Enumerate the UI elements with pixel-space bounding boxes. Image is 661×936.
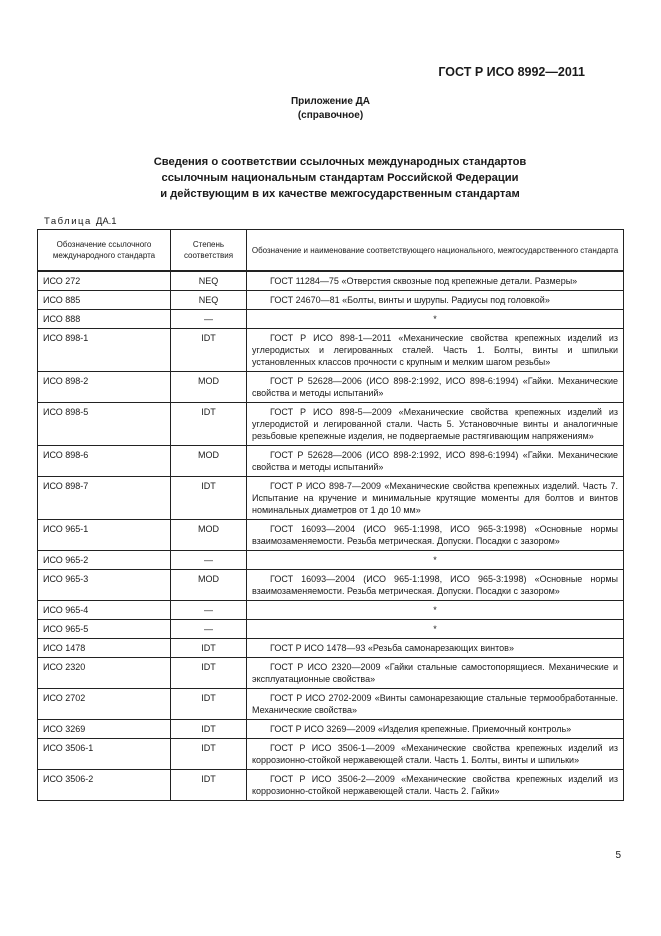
intl-standard-cell: ИСО 2702 bbox=[38, 689, 171, 720]
table-row bbox=[38, 570, 624, 601]
degree-cell: NEQ bbox=[171, 271, 247, 291]
intl-standard-cell: ИСО 3506-1 bbox=[38, 739, 171, 770]
appendix-subtitle: (справочное) bbox=[297, 110, 364, 121]
national-standard-cell: * bbox=[247, 620, 624, 639]
national-standard-cell: ГОСТ Р ИСО 898-1—2011 «Механические свойства крепежных изделий из углеродистых и легированных сталей. Часть 1. Болты, винты и шпильки установленных классов прочности с крупным и мелким шагом резьбы» bbox=[247, 329, 624, 372]
table-row bbox=[38, 720, 624, 739]
table-row bbox=[38, 739, 624, 770]
section-title-line-2: ссылочным национальным стандартам Российской Федерации bbox=[161, 172, 519, 184]
national-standard-cell: ГОСТ Р ИСО 1478—93 «Резьба самонарезающих винтов» bbox=[247, 639, 624, 658]
table-caption-label: Таблица bbox=[44, 216, 92, 227]
national-standard-cell: ГОСТ Р ИСО 3269—2009 «Изделия крепежные. Приемочный контроль» bbox=[247, 720, 624, 739]
national-standard-cell: ГОСТ 16093—2004 (ИСО 965-1:1998, ИСО 965-3:1998) «Основные нормы взаимозаменяемости. Резьба метрическая. Допуски. Посадки с зазором» bbox=[247, 520, 624, 551]
table-row bbox=[38, 551, 624, 570]
degree-cell: MOD bbox=[171, 520, 247, 551]
degree-cell: — bbox=[171, 601, 247, 620]
table-row bbox=[38, 372, 624, 403]
intl-standard-cell: ИСО 898-1 bbox=[38, 329, 171, 372]
degree-cell: NEQ bbox=[171, 291, 247, 310]
intl-standard-cell: ИСО 898-2 bbox=[38, 372, 171, 403]
intl-standard-cell: ИСО 888 bbox=[38, 310, 171, 329]
degree-cell: IDT bbox=[171, 477, 247, 520]
table-row bbox=[38, 477, 624, 520]
table-row bbox=[38, 520, 624, 551]
national-standard-cell: ГОСТ Р 52628—2006 (ИСО 898-2:1992, ИСО 898-6:1994) «Гайки. Механические свойства и методы испытаний» bbox=[247, 372, 624, 403]
header-intl-standard: Обозначение ссылочного международного стандарта bbox=[38, 230, 171, 272]
national-standard-cell: ГОСТ Р ИСО 3506-2—2009 «Механические свойства крепежных изделий из коррозионно-стойкой нержавеющей стали. Часть 2. Гайки» bbox=[247, 770, 624, 801]
page-number: 5 bbox=[615, 850, 621, 861]
degree-cell: IDT bbox=[171, 639, 247, 658]
intl-standard-cell: ИСО 2320 bbox=[38, 658, 171, 689]
section-title-line-1: Сведения о соответствии ссылочных международных стандартов bbox=[153, 156, 527, 168]
intl-standard-cell: ИСО 965-2 bbox=[38, 551, 171, 570]
intl-standard-cell: ИСО 965-1 bbox=[38, 520, 171, 551]
intl-standard-cell: ИСО 885 bbox=[38, 291, 171, 310]
degree-cell: MOD bbox=[171, 570, 247, 601]
table-row bbox=[38, 329, 624, 372]
header-national-standard: Обозначение и наименование соответствующего национального, межгосударственного стандарта bbox=[247, 230, 624, 272]
national-standard-cell: ГОСТ 24670—81 «Болты, винты и шурупы. Радиусы под головкой» bbox=[247, 291, 624, 310]
intl-standard-cell: ИСО 272 bbox=[38, 271, 171, 291]
national-standard-cell: ГОСТ Р ИСО 3506-1—2009 «Механические свойства крепежных изделий из коррозионно-стойкой нержавеющей стали. Часть 1. Болты, винты и шпильки» bbox=[247, 739, 624, 770]
national-standard-cell: ГОСТ Р ИСО 898-7—2009 «Механические свойства крепежных изделий. Часть 7. Испытание на кручение и минимальные крутящие моменты для болтов и винтов номинальных диаметров от 1 до 10 мм» bbox=[247, 477, 624, 520]
degree-cell: MOD bbox=[171, 446, 247, 477]
table-row bbox=[38, 770, 624, 801]
national-standard-cell: ГОСТ Р 52628—2006 (ИСО 898-2:1992, ИСО 898-6:1994) «Гайки. Механические свойства и методы испытаний» bbox=[247, 446, 624, 477]
document-code: ГОСТ Р ИСО 8992—2011 bbox=[438, 65, 585, 79]
table-row bbox=[38, 601, 624, 620]
degree-cell: — bbox=[171, 551, 247, 570]
national-standard-cell: * bbox=[247, 601, 624, 620]
intl-standard-cell: ИСО 3269 bbox=[38, 720, 171, 739]
section-title bbox=[60, 154, 620, 202]
table-row bbox=[38, 689, 624, 720]
degree-cell: IDT bbox=[171, 329, 247, 372]
national-standard-cell: ГОСТ 16093—2004 (ИСО 965-1:1998, ИСО 965-3:1998) «Основные нормы взаимозаменяемости. Резьба метрическая. Допуски. Посадки с зазором» bbox=[247, 570, 624, 601]
correspondence-table bbox=[37, 229, 624, 801]
section-title-line-3: и действующим в их качестве межгосударственным стандартам bbox=[160, 188, 520, 200]
national-standard-cell: * bbox=[247, 310, 624, 329]
table-row bbox=[38, 403, 624, 446]
degree-cell: IDT bbox=[171, 689, 247, 720]
degree-cell: IDT bbox=[171, 720, 247, 739]
table-body bbox=[38, 271, 624, 801]
table-caption bbox=[44, 216, 117, 227]
intl-standard-cell: ИСО 898-5 bbox=[38, 403, 171, 446]
intl-standard-cell: ИСО 965-5 bbox=[38, 620, 171, 639]
appendix-heading bbox=[0, 95, 661, 123]
table-row bbox=[38, 310, 624, 329]
national-standard-cell: ГОСТ Р ИСО 2702-2009 «Винты самонарезающие стальные термообработанные. Механические свойства» bbox=[247, 689, 624, 720]
table-row bbox=[38, 639, 624, 658]
degree-cell: — bbox=[171, 310, 247, 329]
intl-standard-cell: ИСО 965-4 bbox=[38, 601, 171, 620]
degree-cell: IDT bbox=[171, 658, 247, 689]
appendix-title: Приложение ДА bbox=[290, 96, 371, 107]
degree-cell: — bbox=[171, 620, 247, 639]
degree-cell: IDT bbox=[171, 770, 247, 801]
intl-standard-cell: ИСО 1478 bbox=[38, 639, 171, 658]
national-standard-cell: ГОСТ Р ИСО 2320—2009 «Гайки стальные самостопорящиеся. Механические и эксплуатационные свойства» bbox=[247, 658, 624, 689]
intl-standard-cell: ИСО 3506-2 bbox=[38, 770, 171, 801]
intl-standard-cell: ИСО 898-7 bbox=[38, 477, 171, 520]
table-row bbox=[38, 658, 624, 689]
table-row bbox=[38, 271, 624, 291]
table-caption-number: ДА.1 bbox=[95, 216, 117, 227]
national-standard-cell: ГОСТ 11284—75 «Отверстия сквозные под крепежные детали. Размеры» bbox=[247, 271, 624, 291]
table-row bbox=[38, 291, 624, 310]
degree-cell: IDT bbox=[171, 403, 247, 446]
table-row bbox=[38, 446, 624, 477]
intl-standard-cell: ИСО 965-3 bbox=[38, 570, 171, 601]
degree-cell: MOD bbox=[171, 372, 247, 403]
table-row bbox=[38, 620, 624, 639]
national-standard-cell: * bbox=[247, 551, 624, 570]
table-header-row bbox=[38, 230, 624, 272]
intl-standard-cell: ИСО 898-6 bbox=[38, 446, 171, 477]
national-standard-cell: ГОСТ Р ИСО 898-5—2009 «Механические свойства крепежных изделий из углеродистой и легированной стали. Часть 5. Установочные винты и аналогичные резьбовые крепежные изделия, не подвергаемые растягивающим напряжениям» bbox=[247, 403, 624, 446]
header-degree: Степень соответствия bbox=[171, 230, 247, 272]
degree-cell: IDT bbox=[171, 739, 247, 770]
